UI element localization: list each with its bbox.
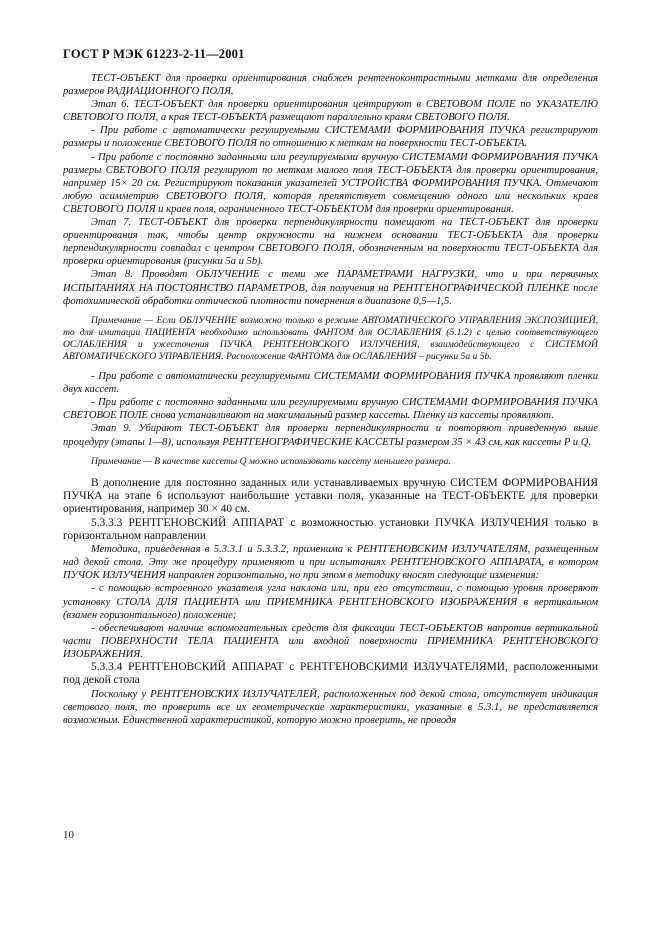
note: Примечание — В качестве кассеты Q можно использовать кассету меньшего размера. (91, 455, 451, 467)
paragraph: Поскольку у РЕНТГЕНОВСКИХ ИЗЛУЧАТЕЛЕЙ, расположенных под декой стола, отсутствует индикация светового поля, то проверить все их геометрические характеристики, указанные в 5.3.1, не представляется возможным. Единственной характеристикой, которую можно проверить, не проводя (63, 688, 598, 726)
paragraph: Этап 7. ТЕСТ-ОБЪЕКТ для проверки перпендикулярности помещают на ТЕСТ-ОБЪЕКТ для проверки ориентирования так, чтобы центр окружности на нижнем основании ТЕСТ-ОБЪЕКТА для проверки перпендикулярности совпадал с центром СВЕТОВОГО ПОЛЯ, обозначенным на поверхности ТЕСТ-ОБЪЕКТА для проверки ориентирования (рисунки 5a и 5b). (63, 217, 598, 268)
note: Примечание — Если ОБЛУЧЕНИЕ возможно только в режиме АВТОМАТИЧЕСКОГО УПРАВЛЕНИЯ ЭКСПОЗИЦИЕЙ, то для имитации ПАЦИЕНТА необходимо использовать ФАНТОМ для ОСЛАБЛЕНИЯ (5.1.2) с целью соответствующего ОСЛАБЛЕНИЯ и ужесточения ПУЧКА РЕНТГЕНОВСКОГО ИЗЛУЧЕНИЯ, взаимодействующего с СИСТЕМОЙ АВТОМАТИЧЕСКОГО УПРАВЛЕНИЯ. Расположение ФАНТОМА для ОСЛАБЛЕНИЯ – рисунки 5a и 5b. (63, 314, 598, 362)
section-heading: 5.3.3.3 РЕНТГЕНОВСКИЙ АППАРАТ с возможностью установки ПУЧКА ИЗЛУЧЕНИЯ только в горизонтальном направлении (63, 516, 598, 542)
page-header: ГОСТ Р МЭК 61223-2-11—2001 (63, 47, 245, 61)
paragraph: - При работе с автоматически регулируемыми СИСТЕМАМИ ФОРМИРОВАНИЯ ПУЧКА регистрируют размеры и положение СВЕТОВОГО ПОЛЯ по отношению к меткам на поверхности ТЕСТ-ОБЪЕКТА. (63, 125, 598, 150)
paragraph: Этап 9. Убирают ТЕСТ-ОБЪЕКТ для проверки перпендикулярности и повторяют приведенную выше процедуру (этапы 1—8), используя РЕНТГЕНОГРАФИЧЕСКИЕ КАССЕТЫ размером 35 × 43 см, как кассеты P и Q. (63, 423, 598, 448)
paragraph: Методика, приведенная в 5.3.3.1 и 5.3.3.2, применима к РЕНТГЕНОВСКИМ ИЗЛУЧАТЕЛЯМ, размещенным над декой стола. Эту же процедуру применяют и при испытаниях РЕНТГЕНОВСКОГО АППАРАТА, в котором ПУЧОК ИЗЛУЧЕНИЯ направлен горизонтально, но при этом в методику вносят следующие изменения: (63, 544, 598, 582)
paragraph: ТЕСТ-ОБЪЕКТ для проверки ориентирования снабжен рентгеноконтрастными метками для определения размеров РАДИАЦИОННОГО ПОЛЯ. (63, 73, 598, 98)
paragraph: Этап 8. Проводят ОБЛУЧЕНИЕ с теми же ПАРАМЕТРАМИ НАГРУЗКИ, что и при первичных ИСПЫТАНИЯХ НА ПОСТОЯНСТВО ПАРАМЕТРОВ, для получения на РЕНТГЕНОГРАФИЧЕСКОЙ ПЛЕНКЕ после фотохимической обработки оптической плотности почернения в диапазоне 0,5—1,5. (63, 269, 598, 307)
paragraph: - обеспечивают наличие вспомогательных средств для фиксации ТЕСТ-ОБЪЕКТОВ напротив вертикальной части ПОВЕРХНОСТИ ТЕЛА ПАЦИЕНТА или входной поверхности ПРИЕМНИКА РЕНТГЕНОВСКОГО ИЗОБРАЖЕНИЯ. (63, 622, 598, 660)
section-heading: 5.3.3.4 РЕНТГЕНОВСКИЙ АППАРАТ с РЕНТГЕНОВСКИМИ ИЗЛУЧАТЕЛЯМИ, расположенными под декой стола (63, 661, 598, 687)
page-number: 10 (63, 829, 74, 841)
paragraph: - с помощью встроенного указателя угла наклона или, при его отсутствии, с помощью уровня проверяют установку СТОЛА ДЛЯ ПАЦИЕНТА или ПРИЕМНИКА РЕНТГЕНОВСКОГО ИЗОБРАЖЕНИЯ в вертикальном (взамен горизонтального) положение; (63, 583, 598, 621)
paragraph: Этап 6. ТЕСТ-ОБЪЕКТ для проверки ориентирования центрируют в СВЕТОВОМ ПОЛЕ по УКАЗАТЕЛЮ СВЕТОВОГО ПОЛЯ, а края ТЕСТ-ОБЪЕКТА размещают параллельно краям СВЕТОВОГО ПОЛЯ. (63, 99, 598, 124)
paragraph: В дополнение для постоянно заданных или устанавливаемых вручную СИСТЕМ ФОРМИРОВАНИЯ ПУЧКА на этапе 6 используют наибольшие уставки поля, указанные на ТЕСТ-ОБЪЕКТЕ для проверки ориентирования, например 30 × 40 см. (63, 476, 598, 516)
paragraph: - При работе с постоянно заданными или регулируемыми вручную СИСТЕМАМИ ФОРМИРОВАНИЯ ПУЧКА размеры СВЕТОВОГО ПОЛЯ регулируют по меткам малого поля ТЕСТ-ОБЪЕКТА для проверки ориентирования, например 15× 20 см. Регистрируют показания указателей УСТРОЙСТВА ФОРМИРОВАНИЯ ПУЧКА. Отмечают любую асимметрию СВЕТОВОГО ПОЛЯ, которая препятствует совмещению одного или нескольких краев СВЕТОВОГО ПОЛЯ и краев поля, ограниченного ТЕСТ-ОБЪЕКТОМ для проверки ориентирования. (63, 151, 598, 215)
paragraph: - При работе с автоматически регулируемыми СИСТЕМАМИ ФОРМИРОВАНИЯ ПУЧКА проявляют пленки двух кассет. (63, 371, 598, 396)
document-body (63, 72, 598, 727)
paragraph: - При работе с постоянно заданными или регулируемыми вручную СИСТЕМАМИ ФОРМИРОВАНИЯ ПУЧКА СВЕТОВОЕ ПОЛЕ снова устанавливают на максимальный размер кассеты. Пленку из кассеты проявляют. (63, 397, 598, 422)
